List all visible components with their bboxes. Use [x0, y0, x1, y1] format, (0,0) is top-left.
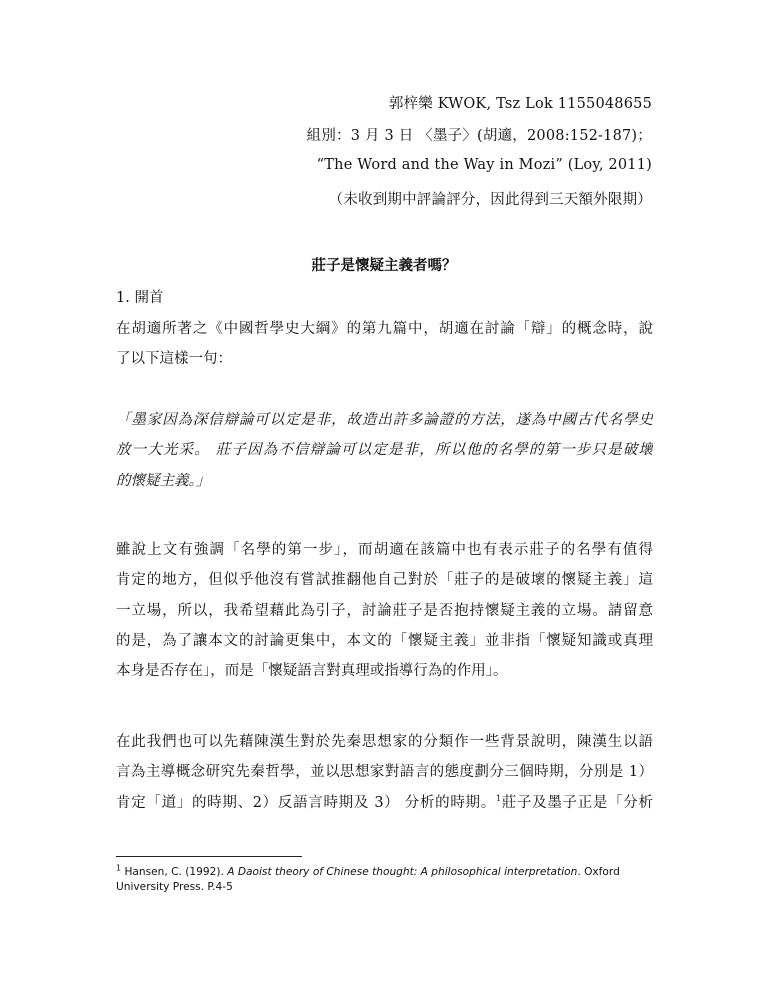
block-quote — [116, 405, 653, 496]
quote-line: 的懷疑主義。」 — [116, 472, 211, 489]
paragraph-line: 在此我們也可以先藉陳漢生對於先秦思想家的分類作一些背景說明，陳漢生以語 — [116, 734, 653, 750]
footnote — [116, 865, 656, 895]
paragraph-line: 言為主導概念研究先秦哲學，並以思想家對語言的態度劃分三個時期，分別是 1） — [116, 764, 653, 781]
quote-line: 「墨家因為深信辯論可以定是非，故造出許多論證的方法，遂為中國古代名學史 — [116, 412, 653, 428]
section-heading — [116, 283, 653, 313]
footnote-divider — [116, 856, 302, 857]
reference-line: “The Word and the Way in Mozi” (Loy, 2011) — [316, 157, 652, 173]
footnote-reference: 1 — [495, 793, 502, 803]
paragraph-line-text: 肯定「道」的時期、2）反語言時期及 3） 分析的時期。 — [116, 794, 496, 811]
section-heading-text: 1. 開首 — [116, 290, 164, 306]
paragraph-3 — [116, 727, 653, 818]
footnote-book-title: A Daoist theory of Chinese thought: A philosophical interpretation — [227, 866, 578, 878]
paragraph-line: 肯定的地方，但似乎他沒有嘗試推翻他自己對於「莊子的是破壞的懷疑主義」這 — [116, 572, 653, 589]
paragraph-line: 本身是否存在」，而是「懷疑語言對真理或指導行為的作用」。 — [116, 663, 508, 680]
footnote-citation-start: Hansen, C. (1992). — [124, 866, 228, 878]
paragraph-1 — [116, 314, 653, 375]
author-line: 郭梓樂 KWOK, Tsz Lok 1155048655 — [388, 96, 652, 112]
essay-title: 莊子是懷疑主義者嗎？ — [311, 258, 457, 274]
paragraph-line: 一立場，所以，我希望藉此為引子，討論莊子是否抱持懷疑主義的立場。請留意 — [116, 602, 653, 619]
extension-note-line: （未收到期中評論評分，因此得到三天額外限期） — [328, 192, 652, 208]
quote-line: 放一大光采。 莊子因為不信辯論可以定是非，所以他的名學的第一步只是破壞 — [116, 442, 653, 459]
paragraph-line: 了以下這樣一句： — [116, 351, 232, 368]
paragraph-line-with-footnote — [116, 788, 653, 818]
paragraph-line: 雖說上文有強調「名學的第一步」，而胡適在該篇中也有表示莊子的名學有值得 — [116, 542, 653, 558]
footnote-number: 1 — [116, 863, 122, 873]
paragraph-line: 在胡適所著之《中國哲學史大綱》的第九篇中，胡適在討論「辯」的概念時，說 — [116, 321, 653, 337]
group-line: 組別：3 月 3 日 〈墨子〉(胡適，2008:152-187)； — [306, 128, 652, 144]
paragraph-2 — [116, 535, 653, 686]
paragraph-line: 的是，為了讓本文的討論更集中，本文的「懷疑主義」並非指「懷疑知識或真理 — [116, 632, 653, 649]
footnote-citation-end: . Oxford University Press. P.4-5 — [116, 866, 620, 893]
paragraph-line-text: 莊子及墨子正是「分析 — [501, 794, 653, 811]
